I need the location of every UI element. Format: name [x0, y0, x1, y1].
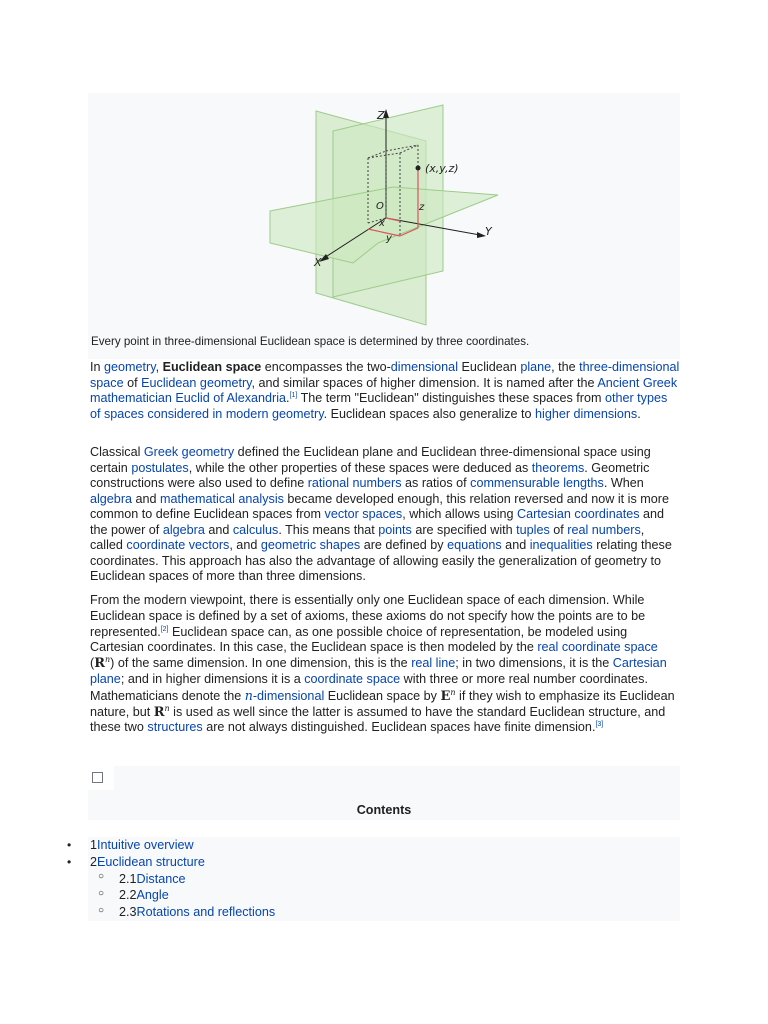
point-marker: [416, 166, 421, 171]
figure-caption: Every point in three-dimensional Euclidean space is determined by three coordinates.: [91, 335, 530, 348]
link-tuples[interactable]: tuples: [516, 522, 550, 537]
link-cartesian-plane[interactable]: Cartesian plane: [90, 656, 667, 686]
link-cartesian-coordinates[interactable]: Cartesian coordinates: [517, 507, 640, 521]
link-real-numbers[interactable]: real numbers: [567, 522, 641, 537]
link-greek-geometry[interactable]: Greek geometry: [143, 445, 235, 459]
toc-subbullet: ○: [98, 888, 105, 899]
y-axis-label: Y: [485, 225, 492, 238]
link-equations[interactable]: equations: [447, 538, 502, 552]
toc-subitem[interactable]: 2.3Rotations and reflections: [119, 905, 276, 919]
toc-toggle-bar: [88, 766, 680, 790]
figure: [88, 93, 680, 359]
toc-item[interactable]: 2Euclidean structure: [90, 855, 205, 869]
origin-label: O: [376, 201, 384, 212]
link-geometry[interactable]: geometry: [104, 360, 156, 374]
link-commensurable-lengths[interactable]: commensurable lengths: [470, 476, 604, 490]
link-dimensional[interactable]: dimensional: [390, 360, 458, 374]
toc-bullet: •: [67, 838, 72, 852]
link-real-line[interactable]: real line: [411, 656, 456, 671]
link-postulates[interactable]: postulates: [131, 460, 189, 475]
toc-item[interactable]: 1Intuitive overview: [90, 838, 194, 852]
link-plane[interactable]: plane: [520, 360, 552, 374]
toc-bullet: •: [67, 855, 72, 869]
toc-title: Contents: [356, 803, 412, 817]
z-coord-label: z: [419, 202, 425, 213]
toc-toggle-cell: [88, 766, 114, 790]
link-rational-numbers[interactable]: rational numbers: [307, 476, 402, 490]
link-euclid[interactable]: Euclid of Alexandria: [175, 391, 287, 405]
y-coord-label: y: [386, 233, 392, 244]
toc-header: [88, 790, 680, 820]
toc-toggle-checkbox[interactable]: [92, 772, 103, 783]
link-other-types-of-spaces[interactable]: other types of spaces considered in modern geometry: [90, 391, 668, 421]
link-higher-dimensions[interactable]: higher dimensions: [535, 406, 638, 421]
ref-3[interactable]: [3]: [595, 721, 604, 729]
link-n-dimensional[interactable]: -dimensional: [252, 688, 325, 703]
toc-subbullet: ○: [98, 905, 105, 916]
toc-subitem[interactable]: 2.2Angle: [119, 888, 169, 902]
link-algebra-2[interactable]: algebra: [162, 522, 205, 537]
link-euclidean-geometry[interactable]: Euclidean geometry: [141, 375, 252, 390]
link-inequalities[interactable]: inequalities: [529, 538, 593, 552]
ref-1[interactable]: [1]: [289, 391, 298, 399]
intro-paragraph: In geometry, Euclidean space encompasses the two-dimensional Euclidean plane, the three-dimensional space of Euclidean geometry, and similar spaces of higher dimension. It is named after the Ancient Greek mathematician Euclid of Alexandria.[1] The term "Euclidean" distinguishes these spaces from other types of spaces considered in modern geometry. Euclidean spaces also generalize to higher dimensions.: [90, 360, 680, 421]
ref-2[interactable]: [2]: [160, 625, 169, 633]
link-theorems[interactable]: theorems: [531, 460, 585, 475]
toc-subbullet: ○: [98, 871, 105, 882]
euclidean-space-diagram: [88, 93, 680, 333]
link-real-coordinate-space[interactable]: real coordinate space: [537, 640, 658, 655]
link-geometric-shapes[interactable]: geometric shapes: [260, 538, 361, 552]
link-mathematician[interactable]: mathematician: [90, 391, 172, 405]
link-structures[interactable]: structures: [147, 720, 203, 735]
bold-term: Euclidean space: [162, 360, 262, 374]
z-axis-label: Z: [377, 109, 385, 122]
link-mathematical-analysis[interactable]: mathematical analysis: [160, 491, 284, 506]
modern-viewpoint-paragraph: From the modern viewpoint, there is essentially only one Euclidean space of each dimension. While Euclidean space is defined by a set of axioms, these axioms do not specify how the points are to be represented.[2] Euclidean space can, as one possible choice of representation, be modeled using Cartesian coordinates. In this case, the Euclidean space is then modeled by the real coordinate space $(R^n)$ of the same dimension. In one dimension, this is the real line; in two dimensions, it is the Cartesian plane; and in higher dimensions it is a coordinate space with three or more real number coordinates. Mathematicians denote the n-dimensional Euclidean space by $E^n$ if they wish to emphasize its Euclidean nature, but $R^n$ is used as well since the latter is assumed to have the standard Euclidean structure, and these two structures are not always distinguished. Euclidean spaces have finite dimension.[3]: [90, 593, 675, 735]
x-axis-label: X: [314, 256, 322, 269]
link-points[interactable]: points: [378, 522, 412, 537]
toc-subitem[interactable]: 2.1Distance: [119, 872, 186, 886]
link-vector-spaces[interactable]: vector spaces: [324, 507, 403, 521]
point-label: (x,y,z): [425, 162, 459, 175]
link-algebra[interactable]: algebra: [90, 491, 133, 506]
link-calculus[interactable]: calculus: [232, 522, 279, 537]
link-coordinate-space[interactable]: coordinate space: [304, 671, 401, 686]
classical-paragraph: Classical Greek geometry defined the Euclidean plane and Euclidean three-dimensional space using certain postulates, while the other properties of these spaces were deduced as theorems. Geometric constructions were also used to define rational numbers as ratios of commensurable lengths. When algebra and mathematical analysis became developed enough, this relation reversed and now it is more common to define Euclidean spaces from vector spaces, which allows using Cartesian coordinates and the power of algebra and calculus. This means that points are specified with tuples of real numbers, called coordinate vectors, and geometric shapes are defined by equations and inequalities relating these coordinates. This approach has also the advantage of allowing easily the generalization of geometry to Euclidean spaces of more than three dimensions.: [90, 445, 672, 583]
link-three-dimensional-space[interactable]: three-dimensional space: [90, 360, 680, 390]
link-ancient-greek[interactable]: Ancient Greek: [597, 375, 678, 390]
link-coordinate-vectors[interactable]: coordinate vectors: [126, 538, 230, 552]
x-coord-label: x: [379, 218, 385, 229]
